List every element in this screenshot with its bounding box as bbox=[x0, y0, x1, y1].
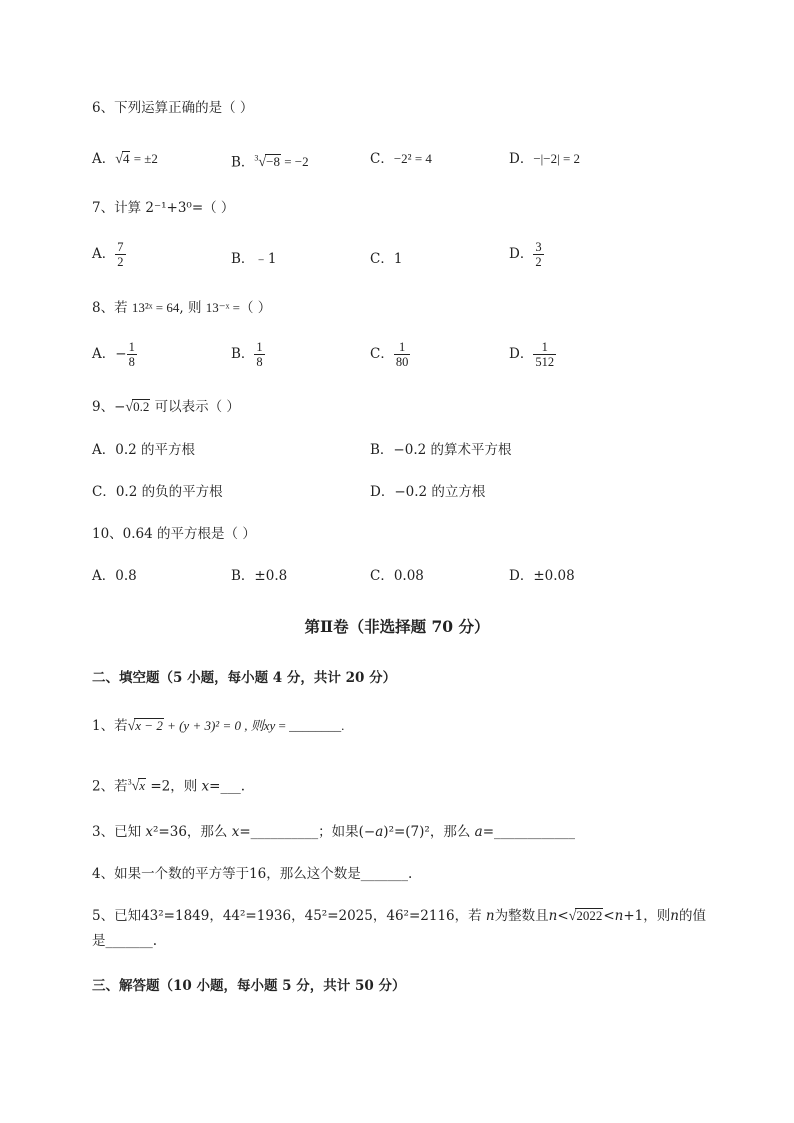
question-10-stem: 10、0.64 的平方根是（ ） bbox=[92, 526, 256, 542]
expression: 13⁻ˣ = bbox=[205, 300, 240, 315]
variable: x bbox=[201, 778, 210, 795]
variable: xy bbox=[263, 718, 276, 733]
expression: −2² = 4 bbox=[393, 151, 432, 166]
q7-option-d bbox=[509, 240, 544, 269]
option-label: C． bbox=[370, 346, 394, 362]
q7-option-a bbox=[92, 240, 126, 269]
q6-option-d bbox=[509, 149, 580, 169]
expression: = ±2 bbox=[133, 151, 158, 166]
option-label: D． bbox=[509, 346, 534, 362]
option-label: A．− bbox=[92, 346, 127, 362]
expression: 13²ˣ = 64 bbox=[131, 300, 180, 315]
question-9-stem: 9、−√0.2 可以表示（ ） bbox=[92, 399, 240, 415]
section-2-heading: 二、填空题（5 小题，每小题 4 分，共计 20 分） bbox=[92, 670, 397, 686]
fill-question-5-line-2: 是_______. bbox=[92, 933, 158, 949]
fraction: $\frac{3}{2}$ bbox=[535, 240, 542, 269]
expression: −|−2| = 2 bbox=[533, 151, 581, 166]
q8-option-b bbox=[231, 340, 265, 369]
option-label: A． bbox=[92, 246, 116, 262]
q8-option-d bbox=[509, 340, 556, 369]
question-7-stem: 7、计算 2⁻¹+3⁰=（ ） bbox=[92, 200, 235, 216]
root-index: 3 bbox=[127, 778, 132, 787]
question-8-stem: 8、若 13²ˣ = 64, 则 13⁻ˣ =（ ） bbox=[92, 300, 272, 316]
radicand: 4 bbox=[122, 151, 130, 166]
q6-option-b: B．$^3$√−8 = −2 bbox=[231, 154, 309, 171]
fill-question-1: 1、若√x − 2 + (y + 3)² = 0 , 则xy = ________. bbox=[92, 718, 345, 734]
q6-option-a: A．√4 = ±2 bbox=[92, 151, 158, 167]
q7-option-c: C．1 bbox=[370, 251, 403, 267]
option-label: D． bbox=[509, 246, 534, 262]
radicand: x − 2 bbox=[135, 718, 163, 733]
root-index: 3 bbox=[254, 154, 259, 163]
q10-option-a: A．0.8 bbox=[92, 568, 137, 584]
fraction: $\frac{1}{8}$ bbox=[128, 340, 135, 369]
q7-option-b: B．﹣1 bbox=[231, 251, 277, 267]
q10-option-c: C．0.08 bbox=[370, 568, 424, 584]
option-label: C． bbox=[370, 151, 394, 167]
fraction: $\frac{1}{8}$ bbox=[256, 340, 263, 369]
fraction: $\frac{7}{2}$ bbox=[117, 240, 124, 269]
q9-option-d: D．−0.2 的立方根 bbox=[370, 484, 486, 500]
fill-question-5: 5、已知43²=1849，44²=1936，45²=2025，46²=2116，若 n为整数且n<√2022<n+1，则n的值 bbox=[92, 908, 706, 924]
part-2-title: 第Ⅱ卷（非选择题 70 分） bbox=[304, 617, 490, 636]
radicand: 2022 bbox=[576, 908, 603, 923]
radicand: −8 bbox=[266, 154, 280, 170]
q8-option-a bbox=[92, 340, 137, 369]
fill-question-4: 4、如果一个数的平方等于16，那么这个数是_______. bbox=[92, 866, 413, 882]
q6-option-c bbox=[370, 149, 432, 169]
option-label: A． bbox=[92, 151, 116, 167]
option-label: B． bbox=[231, 154, 255, 171]
radicand: 0.2 bbox=[133, 399, 150, 414]
section-3-heading: 三、解答题（10 小题，每小题 5 分，共计 50 分） bbox=[92, 978, 406, 994]
fill-question-2: 2、若$^3$√x =2，则 x=___. bbox=[92, 778, 246, 795]
expression: = −2 bbox=[284, 154, 309, 170]
q10-option-b: B．±0.8 bbox=[231, 568, 288, 584]
fill-question-3: 3、已知 x²=36，那么 x=__________；如果(−a)²=(7)²，那么 a=____________ bbox=[92, 824, 575, 840]
q9-option-a: A．0.2 的平方根 bbox=[92, 442, 196, 458]
q9-option-b: B．−0.2 的算术平方根 bbox=[370, 442, 512, 458]
q10-option-d: D．±0.08 bbox=[509, 568, 575, 584]
q9-option-c: C．0.2 的负的平方根 bbox=[92, 484, 223, 500]
fraction: $\frac{1}{80}$ bbox=[395, 340, 409, 369]
question-6-stem: 6、下列运算正确的是（ ） bbox=[92, 100, 254, 116]
option-label: B． bbox=[231, 346, 255, 362]
option-label: D． bbox=[509, 151, 534, 167]
radicand: x bbox=[139, 778, 146, 794]
fraction: $\frac{1}{512}$ bbox=[535, 340, 555, 369]
q8-option-c bbox=[370, 340, 410, 369]
